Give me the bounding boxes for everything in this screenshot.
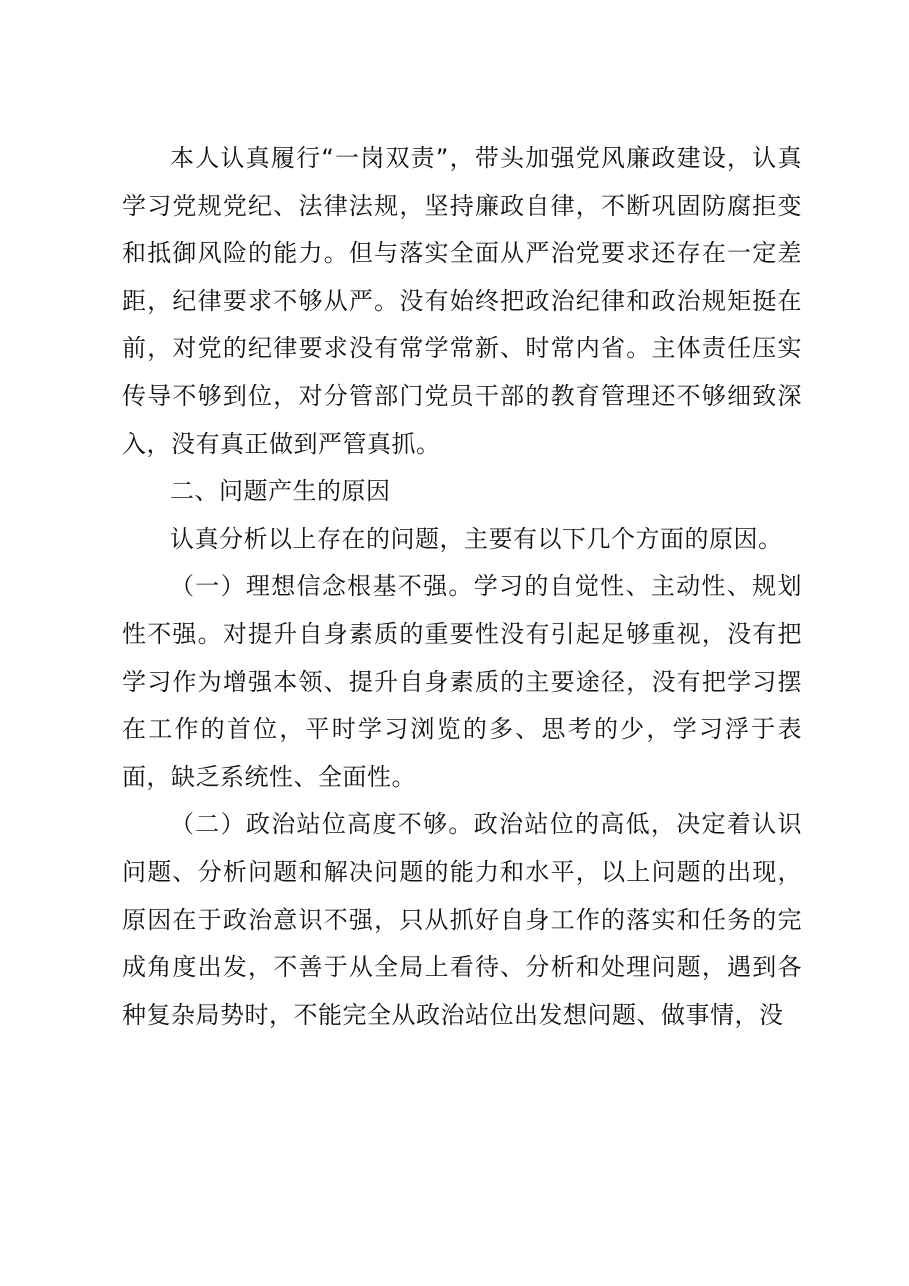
paragraph-cause-two: （二）政治站位高度不够。政治站位的高低，决定着认识问题、分析问题和解决问题的能力和水平，以上问题的出现，原因在于政治意识不强，只从抓好自身工作的落实和任务的完成角度出发，不善于从全局上看待、分析和处理问题，遇到各种复杂局势时，不能完全从政治站位出发想问题、做事情，没 — [122, 810, 802, 1029]
section-heading-causes: 二、问题产生的原因 — [170, 477, 391, 506]
paragraph-cause-one: （一）理想信念根基不强。学习的自觉性、主动性、规划性不强。对提升自身素质的重要性没有引起足够重视，没有把学习作为增强本领、提升自身素质的主要途径，没有把学习摆在工作的首位，平时学习浏览的多、思考的少，学习浮于表面，缺乏系统性、全面性。 — [122, 572, 802, 791]
document-body — [122, 135, 802, 1039]
paragraph-causes-intro: 认真分析以上存在的问题，主要有以下几个方面的原因。 — [170, 524, 783, 553]
paragraph-responsibility: 本人认真履行“一岗双责”，带头加强党风廉政建设，认真学习党规党纪、法律法规，坚持廉政自律，不断巩固防腐拒变和抵御风险的能力。但与落实全面从严治党要求还存在一定差距，纪律要求不够从严。没有始终把政治纪律和政治规矩挺在前，对党的纪律要求没有常学常新、时常内省。主体责任压实传导不够到位，对分管部门党员干部的教育管理还不够细致深入，没有真正做到严管真抓。 — [122, 144, 802, 458]
